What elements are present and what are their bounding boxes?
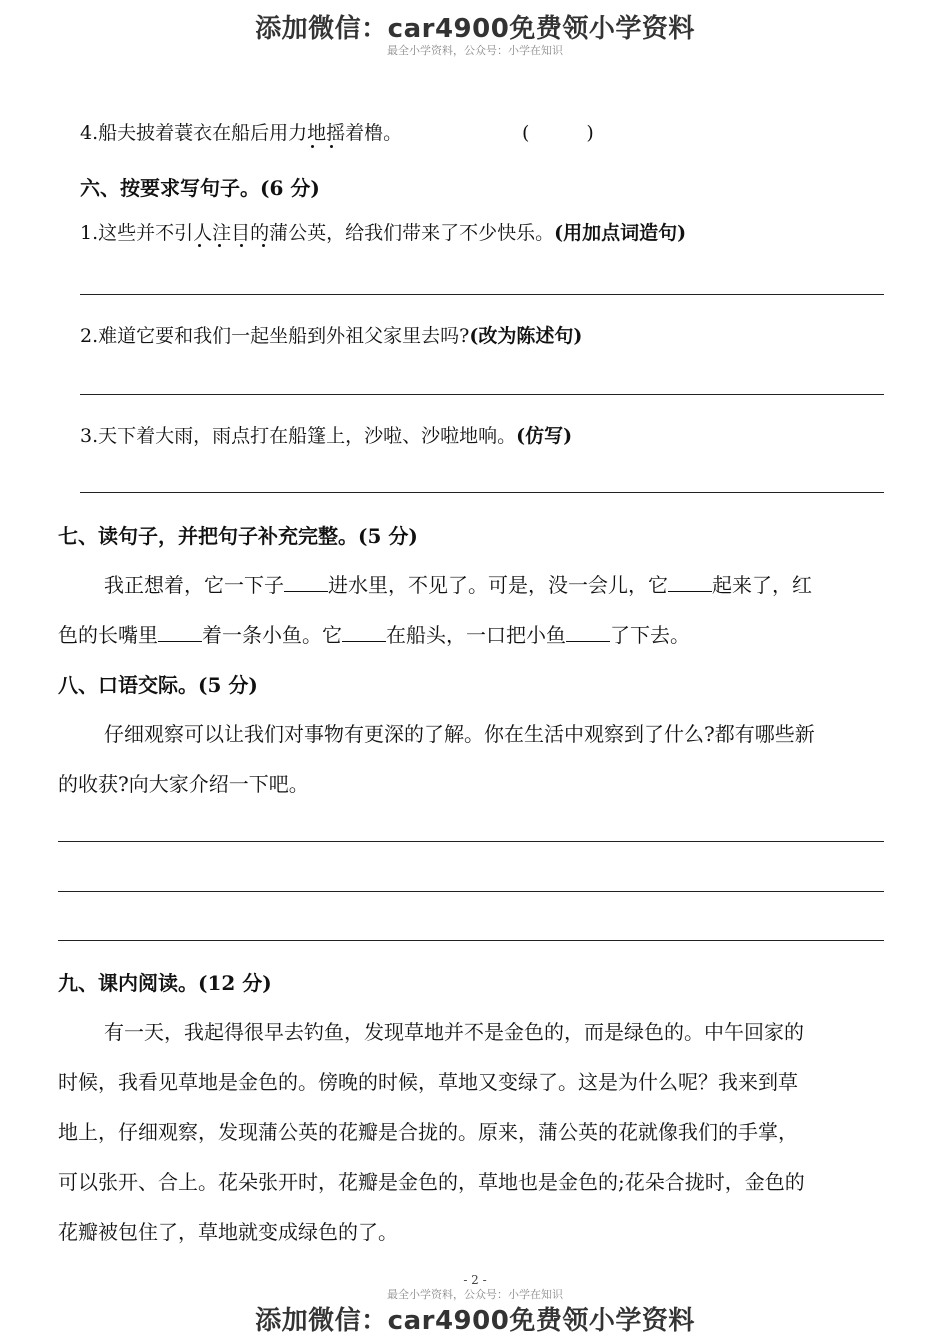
cloze-blank[interactable] [284, 573, 328, 592]
s6-item1-text: 1.这些并不引人注目的蒲公英，给我们带来了不少快乐。 [80, 222, 555, 244]
page-number: - 2 - [463, 1273, 487, 1287]
cloze-text: 我正想着，它一下子 [104, 573, 284, 597]
s6-item1 [80, 218, 686, 245]
emphasis-dot [218, 244, 221, 247]
s6-item1-instruction: (用加点词造句) [554, 222, 687, 244]
s6-item3-instruction: (仿写) [516, 425, 573, 447]
s6-item2-instruction: (改为陈述句) [469, 325, 583, 347]
q4-sentence: 4.船夫披着蓑衣在船后用力地摇着橹。 [80, 122, 403, 144]
s6-item3-text: 3.天下着大雨，雨点打在船篷上，沙啦、沙啦地响。 [80, 425, 517, 447]
s7-cloze-line1 [104, 569, 812, 598]
cloze-text: 色的长嘴里 [58, 623, 158, 647]
s9-passage-line: 花瓣被包住了，草地就变成绿色的了。 [58, 1220, 398, 1244]
q4-answer-paren[interactable]: ( ) [522, 122, 594, 144]
s9-passage-line: 时候，我看见草地是金色的。傍晚的时候，草地又变绿了。这是为什么呢？我来到草 [58, 1070, 798, 1094]
s6-item3 [80, 421, 572, 448]
section6-heading: 六、按要求写句子。(6 分) [80, 176, 320, 200]
cloze-text: 起来了，红 [712, 573, 812, 597]
watermark-bottom-sub: 最全小学资料，公众号：小学在知识 [387, 1288, 563, 1301]
watermark-top: 添加微信：car4900免费领小学资料 [255, 14, 695, 44]
emphasis-dot [330, 145, 333, 148]
cloze-blank[interactable] [566, 623, 610, 642]
s9-passage-line: 地上，仔细观察，发现蒲公英的花瓣是合拢的。原来，蒲公英的花就像我们的手掌， [58, 1120, 798, 1144]
s6-item2 [80, 321, 582, 348]
section8-heading: 八、口语交际。(5 分) [58, 673, 258, 697]
watermark-top-sub: 最全小学资料，公众号：小学在知识 [387, 44, 563, 57]
s8-prompt-line1: 仔细观察可以让我们对事物有更深的了解。你在生活中观察到了什么?都有哪些新 [104, 722, 815, 746]
s9-passage-line: 可以张开、合上。花朵张开时，花瓣是金色的，草地也是金色的;花朵合拢时，金色的 [58, 1170, 805, 1194]
emphasis-dot [311, 145, 314, 148]
s7-cloze-line2 [58, 619, 690, 648]
emphasis-dot [198, 244, 201, 247]
cloze-text: 在船头，一口把小鱼 [386, 623, 566, 647]
cloze-blank[interactable] [158, 623, 202, 642]
cloze-text: 了下去。 [610, 623, 690, 647]
emphasis-dot [240, 244, 243, 247]
answer-line[interactable] [58, 841, 884, 842]
watermark-bottom: 添加微信：car4900免费领小学资料 [255, 1306, 695, 1336]
section9-heading: 九、课内阅读。(12 分) [58, 971, 272, 995]
cloze-text: 进水里，不见了。可是，没一会儿，它 [328, 573, 668, 597]
answer-line[interactable] [58, 940, 884, 941]
section7-heading: 七、读句子，并把句子补充完整。(5 分) [58, 524, 418, 548]
answer-line[interactable] [80, 294, 884, 295]
cloze-text: 着一条小鱼。它 [202, 623, 342, 647]
answer-line[interactable] [80, 394, 884, 395]
answer-line[interactable] [80, 492, 884, 493]
cloze-blank[interactable] [342, 623, 386, 642]
answer-line[interactable] [58, 891, 884, 892]
s9-passage-line: 有一天，我起得很早去钓鱼，发现草地并不是金色的，而是绿色的。中午回家的 [104, 1020, 804, 1044]
s6-item2-text: 2.难道它要和我们一起坐船到外祖父家里去吗? [80, 325, 470, 347]
emphasis-dot [262, 244, 265, 247]
cloze-blank[interactable] [668, 573, 712, 592]
s8-prompt-line2: 的收获?向大家介绍一下吧。 [58, 772, 309, 796]
